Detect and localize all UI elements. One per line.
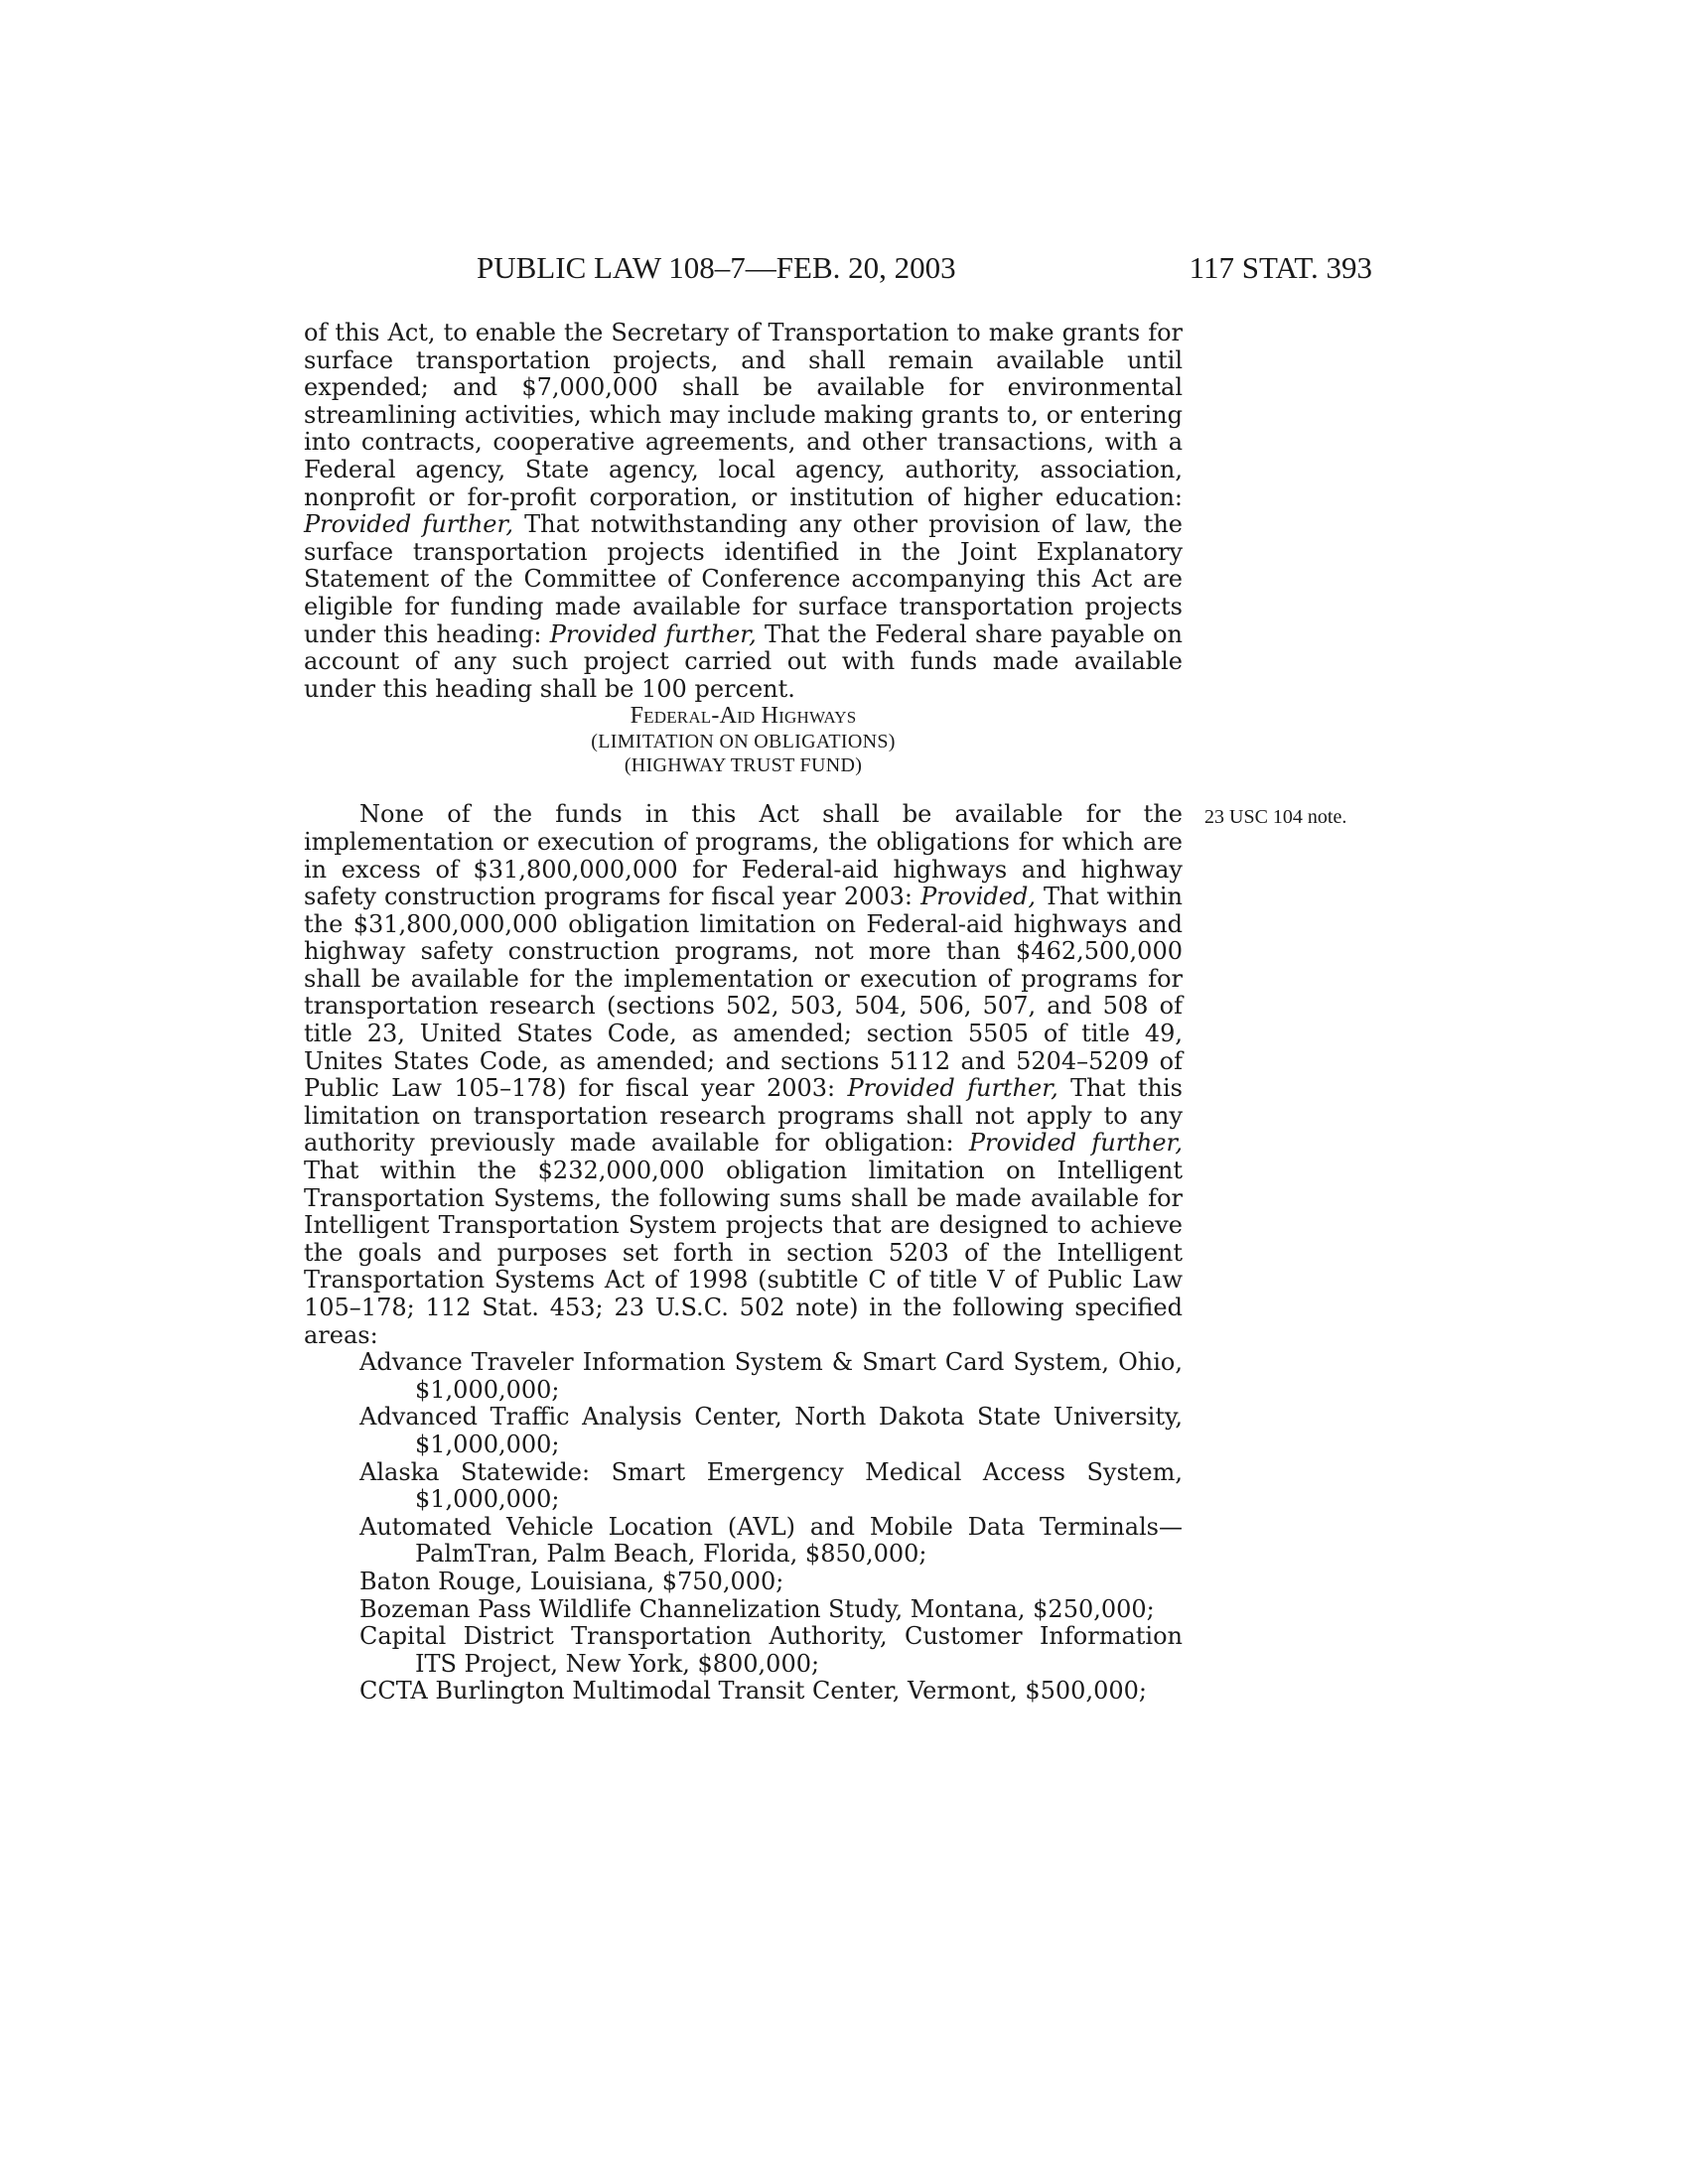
proviso-phrase: Provided further,	[549, 619, 757, 648]
proviso-phrase: Provided further,	[304, 510, 513, 539]
page-number: 117 STAT. 393	[1189, 250, 1372, 285]
list-item: Automated Vehicle Location (AVL) and Mobile Data Terminals—PalmTran, Palm Beach, Florida, $850,000;	[359, 1512, 1183, 1569]
page-header-title: PUBLIC LAW 108–7—FEB. 20, 2003	[477, 250, 956, 285]
proviso-phrase: Provided further,	[968, 1129, 1183, 1158]
section-subheading: (HIGHWAY TRUST FUND)	[624, 754, 863, 777]
list-item: CCTA Burlington Multimodal Transit Center, Vermont, $500,000;	[359, 1677, 1147, 1706]
section-subheading: (LIMITATION ON OBLIGATIONS)	[591, 731, 896, 753]
intro-text-2: That notwithstanding any other provision of law, the surface transportation projects identified in the Joint Explanatory Statement of the Committee of Conference accompanying this Act are eligible for funding made available for surface transportation projects under this heading:	[304, 510, 1183, 648]
continued-paragraph	[304, 320, 1183, 703]
list-item: Alaska Statewide: Smart Emergency Medical Access System, $1,000,000;	[359, 1457, 1183, 1514]
proviso-phrase: Provided further,	[847, 1074, 1058, 1103]
list-item: Capital District Transportation Authority, Customer Information ITS Project, New York, $800,000;	[359, 1622, 1183, 1678]
running-head	[0, 248, 1688, 288]
list-item: Advanced Traffic Analysis Center, North Dakota State University, $1,000,000;	[359, 1403, 1183, 1458]
intro-text-1: of this Act, to enable the Secretary of Transportation to make grants for surface transportation projects, and shall remain available until expended; and $7,000,000 shall be available for environmental streamlining activities, which may include making grants to, or entering into contracts, cooperative agreements, and other transactions, with a Federal agency, State agency, local agency, authority, association, nonprofit or for-profit corporation, or institution of higher education:	[304, 319, 1183, 511]
list-item: Advance Traveler Information System & Smart Card System, Ohio, $1,000,000;	[359, 1348, 1183, 1404]
section-body	[304, 800, 1347, 1706]
proviso-phrase: Provided,	[920, 883, 1036, 911]
intro-text-3: That the Federal share payable on account of any such project carried out with funds made available under this heading shall be 100 percent.	[304, 619, 1183, 703]
list-item: Baton Rouge, Louisiana, $750,000;	[359, 1567, 784, 1595]
marginal-citation-note: 23 USC 104 note.	[1204, 806, 1347, 829]
body-text-3: That this limitation on transportation research programs shall not apply to any authority previously made available for obligation:	[304, 1074, 1183, 1158]
section-heading: Federal-Aid Highways	[630, 703, 857, 730]
body-text-4: That within the $232,000,000 obligation limitation on Intelligent Transportation Systems, the following sums shall be made available for Intelligent Transportation System projects that are designed to achieve the goals and purposes set forth in section 5203 of the Intelligent Transportation Systems Act of 1998 (subtitle C of title V of Public Law 105–178; 112 Stat. 453; 23 U.S.C. 502 note) in the following specified areas:	[304, 1157, 1183, 1349]
text-column	[304, 319, 1347, 1706]
body-paragraph	[304, 801, 1183, 1349]
body-text-1: None of the funds in this Act shall be available for the implementation or execution of programs, the obligations for which are in excess of $31,800,000,000 for Federal-aid highways and highway safety construction programs for fiscal year 2003:	[304, 800, 1183, 911]
project-list	[304, 1349, 1183, 1706]
body-text-2: That within the $31,800,000,000 obligation limitation on Federal-aid highways and highway safety construction programs, not more than $462,500,000 shall be available for the implementation or execution of programs for transportation research (sections 502, 503, 504, 506, 507, and 508 of title 23, United States Code, as amended; section 5505 of title 49, Unites States Code, as amended; and sections 5112 and 5204–5209 of Public Law 105–178) for fiscal year 2003:	[304, 883, 1183, 1103]
list-item: Bozeman Pass Wildlife Channelization Study, Montana, $250,000;	[359, 1594, 1155, 1623]
